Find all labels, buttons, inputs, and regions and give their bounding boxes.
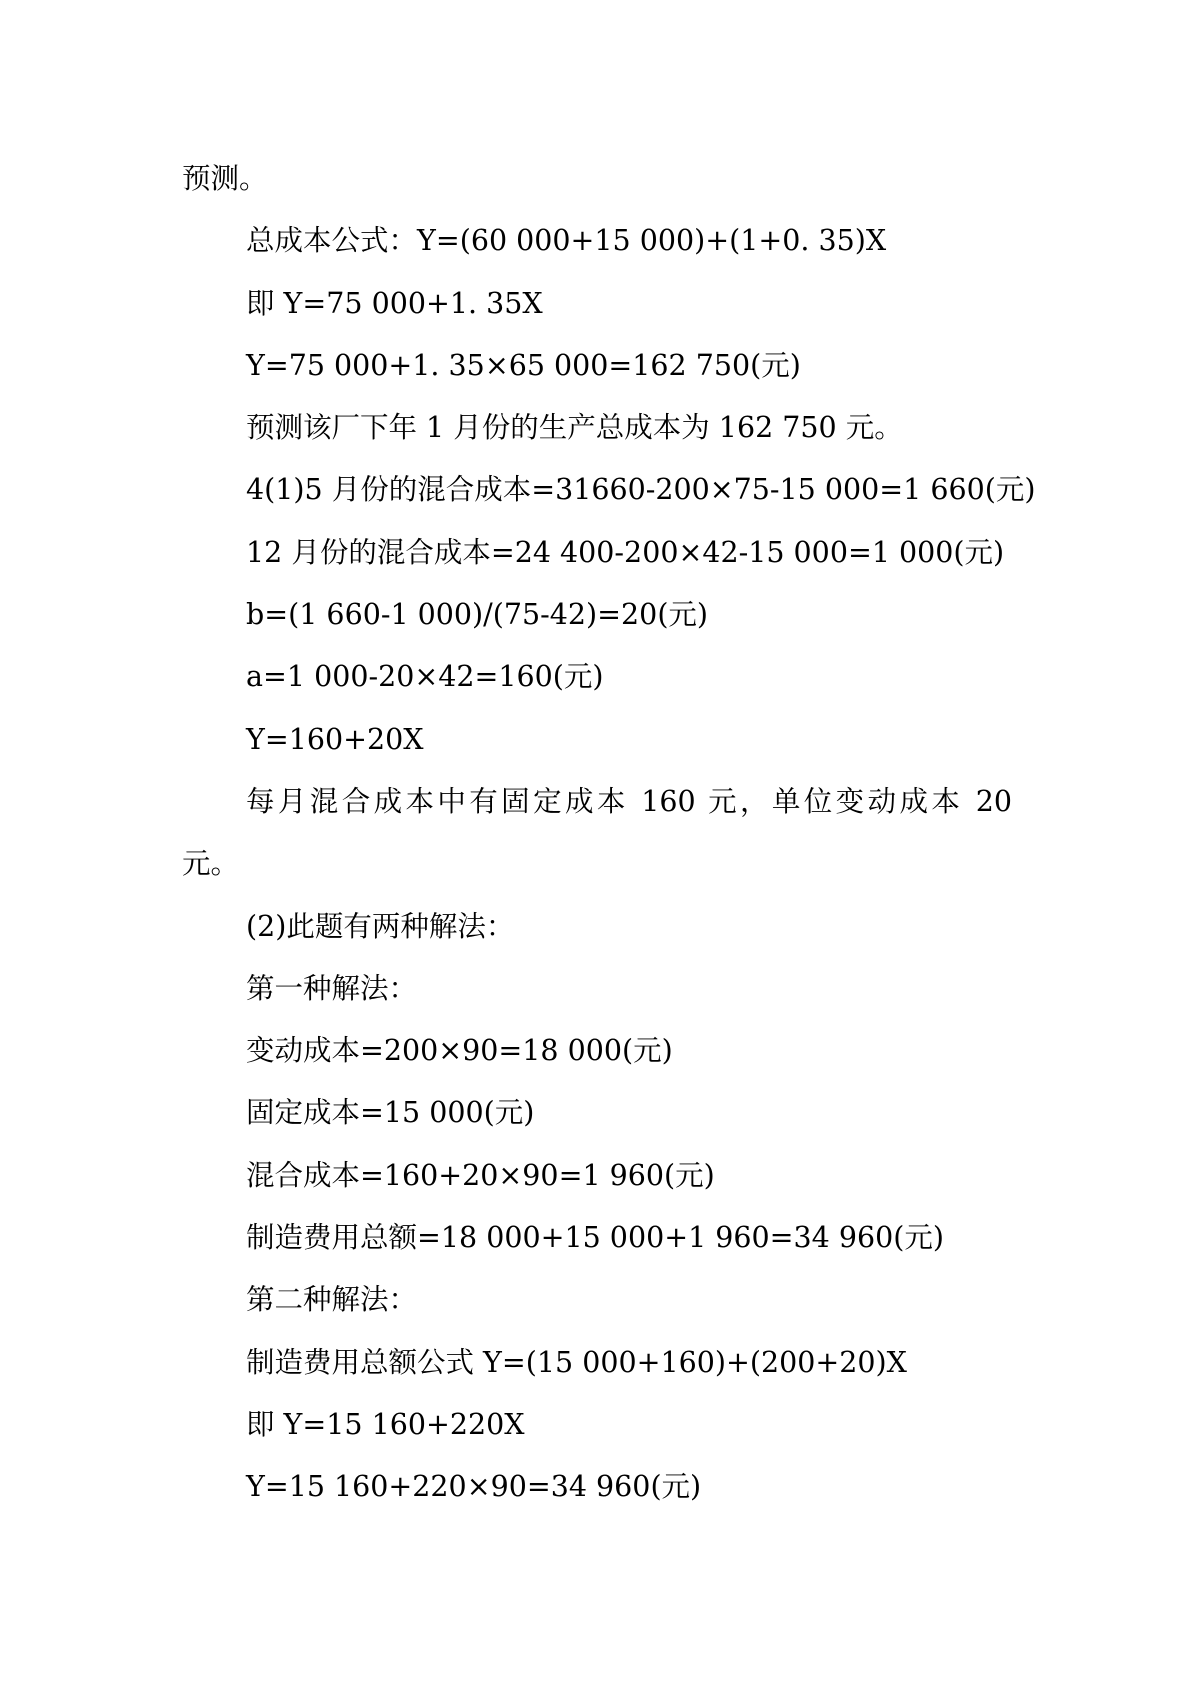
text-line: 即 Y=15 160+220X (246, 1407, 525, 1441)
text-line: 预测。 (182, 162, 268, 195)
text-line: 即 Y=75 000+1. 35X (246, 286, 543, 320)
text-line: 元。 (182, 847, 240, 881)
text-line: 固定成本=15 000(元) (246, 1096, 535, 1130)
text-line: 混合成本=160+20×90=1 960(元) (246, 1158, 715, 1192)
text-line: 每月混合成本中有固定成本 160 元，单位变动成本 20 (246, 784, 1012, 818)
text-line: 12 月份的混合成本=24 400-200×42-15 000=1 000(元) (246, 535, 1005, 569)
text-line: 制造费用总额=18 000+15 000+1 960=34 960(元) (246, 1221, 945, 1255)
text-line: Y=75 000+1. 35×65 000=162 750(元) (246, 348, 801, 382)
text-line: b=(1 660-1 000)/(75-42)=20(元) (246, 598, 709, 632)
text-line: (2)此题有两种解法： (246, 909, 515, 943)
text-line: 4(1)5 月份的混合成本=31660-200×75-15 000=1 660(元) (246, 473, 1036, 507)
text-line: 第一种解法： (246, 971, 418, 1005)
text-line: 制造费用总额公式 Y=(15 000+160)+(200+20)X (246, 1345, 907, 1379)
text-line: 总成本公式：Y=(60 000+15 000)+(1+0. 35)X (246, 224, 887, 258)
text-line: Y=160+20X (246, 722, 424, 756)
text-line: 第二种解法： (246, 1283, 418, 1317)
text-line: a=1 000-20×42=160(元) (246, 660, 604, 694)
text-line: 预测该厂下年 1 月份的生产总成本为 162 750 元。 (246, 411, 903, 445)
document-body (182, 148, 1036, 1519)
text-line: 变动成本=200×90=18 000(元) (246, 1034, 673, 1068)
text-line: Y=15 160+220×90=34 960(元) (246, 1470, 702, 1504)
